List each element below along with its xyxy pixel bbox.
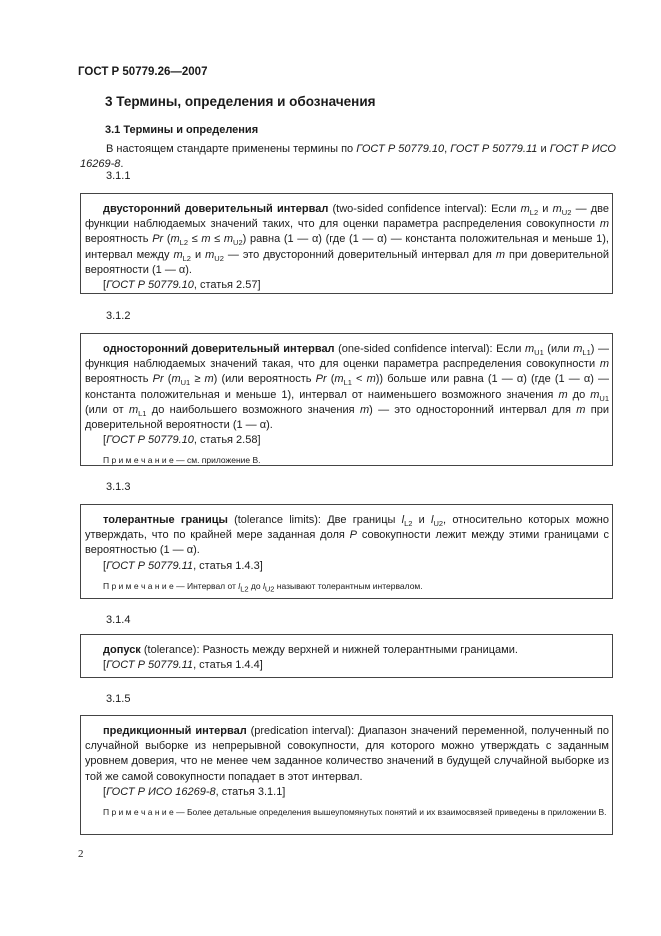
intro-paragraph: В настоящем стандарте применены термины по ГОСТ Р 50779.10, ГОСТ Р 50779.11 и ГОСТ Р ИСО 16269-8. — [80, 143, 616, 170]
term-definition: двусторонний доверительный интервал (two-sided confidence interval): Если $m_{L2}$ и $m_{U2}$ — две функции наблюдаемых значений таких, что для оценки параметра распределения совокупности m вероятность Pr $(m_{L2} \le m \le m_{U2})$ равна (1 — α) (где (1 — α) — константа положительная и меньше 1), интервал между $m_{L2}$ и $m_{U2}$ — это двусторонний доверительный интервал для m при доверительной вероятности (1 — α). — [85, 203, 609, 276]
intro-ref-3: ГОСТ Р ИСО 16269-8 — [80, 143, 616, 170]
term-box — [80, 715, 613, 835]
term-reference: [ГОСТ Р 50779.11, статья 1.4.4] — [103, 659, 263, 672]
subsection-title: 3.1 Термины и определения — [105, 124, 259, 136]
term-definition: односторонний доверительный интервал (one-sided confidence interval): Если $m_{U1}$ (или $m_{L1}$) — функция наблюдаемых значений такая, что для оценки параметра распределения совокупности m вероятность Pr $(m_{U1} \ge m)$ (или вероятность Pr $(m_{L1} < m)$) больше или равна (1 — α) (где (1 — α) — константа положительная и меньше 1), интервал от наименьшего возможного значения m до $m_{U1}$ (или от $m_{L1}$ до наибольшего возможного значения m) — это односторонний интервал для m при доверительной вероятности (1 — α). — [85, 343, 610, 432]
term-note: П р и м е ч а н и е — Интервал от $l_{L2}$ до $l_{U2}$ называют толерантным интервалом. — [103, 580, 423, 594]
term-number: 3.1.2 — [106, 310, 131, 322]
term-box — [80, 504, 613, 599]
term-name: односторонний доверительный интервал — [103, 343, 335, 355]
section-title: 3 Термины, определения и обозначения — [105, 94, 376, 109]
term-note: П р и м е ч а н и е — см. приложение В. — [103, 455, 261, 466]
term-name: предикционный интервал — [103, 725, 247, 737]
term-name: допуск — [103, 644, 141, 656]
term-number: 3.1.3 — [106, 481, 131, 493]
term-reference: [ГОСТ Р 50779.11, статья 1.4.3] — [103, 559, 263, 572]
term-definition: предикционный интервал (predication interval): Диапазон значений переменной, полученный по случайной выборке из непрерывной совокупности, для которого можно утверждать с заданным уровнем доверия, что не менее чем заданное количество значений в будущей случайной выборке из той же самой совокупности попадает в этот интервал. — [85, 725, 609, 783]
standard-header: ГОСТ Р 50779.26—2007 — [78, 66, 208, 78]
page-number: 2 — [78, 848, 84, 860]
term-number: 3.1.5 — [106, 693, 131, 705]
term-reference: [ГОСТ Р 50779.10, статья 2.57] — [103, 279, 261, 292]
term-number: 3.1.1 — [106, 170, 131, 182]
term-definition: допуск (tolerance): Разность между верхней и нижней толерантными границами. — [103, 644, 518, 656]
term-number: 3.1.4 — [106, 614, 131, 626]
term-note: П р и м е ч а н и е — Более детальные определения вышеупомянутых понятий и их взаимосвязей приведены в приложении В. — [103, 807, 607, 818]
term-definition: толерантные границы (tolerance limits): Две границы $l_{L2}$ и $l_{U2}$, относительно которых можно утверждать, что по крайней мере заданная доля P совокупности лежит между этими границами с вероятностью (1 — α). — [85, 514, 609, 557]
term-name: двусторонний доверительный интервал — [103, 203, 329, 215]
term-box — [80, 333, 613, 466]
term-reference: [ГОСТ Р ИСО 16269-8, статья 3.1.1] — [103, 785, 286, 798]
intro-ref-1: ГОСТ Р 50779.10 — [356, 143, 445, 155]
term-box — [80, 634, 613, 678]
intro-ref-2: ГОСТ Р 50779.11 — [450, 143, 538, 155]
term-reference: [ГОСТ Р 50779.10, статья 2.58] — [103, 434, 261, 447]
term-name: толерантные границы — [103, 514, 228, 526]
term-box — [80, 193, 613, 294]
